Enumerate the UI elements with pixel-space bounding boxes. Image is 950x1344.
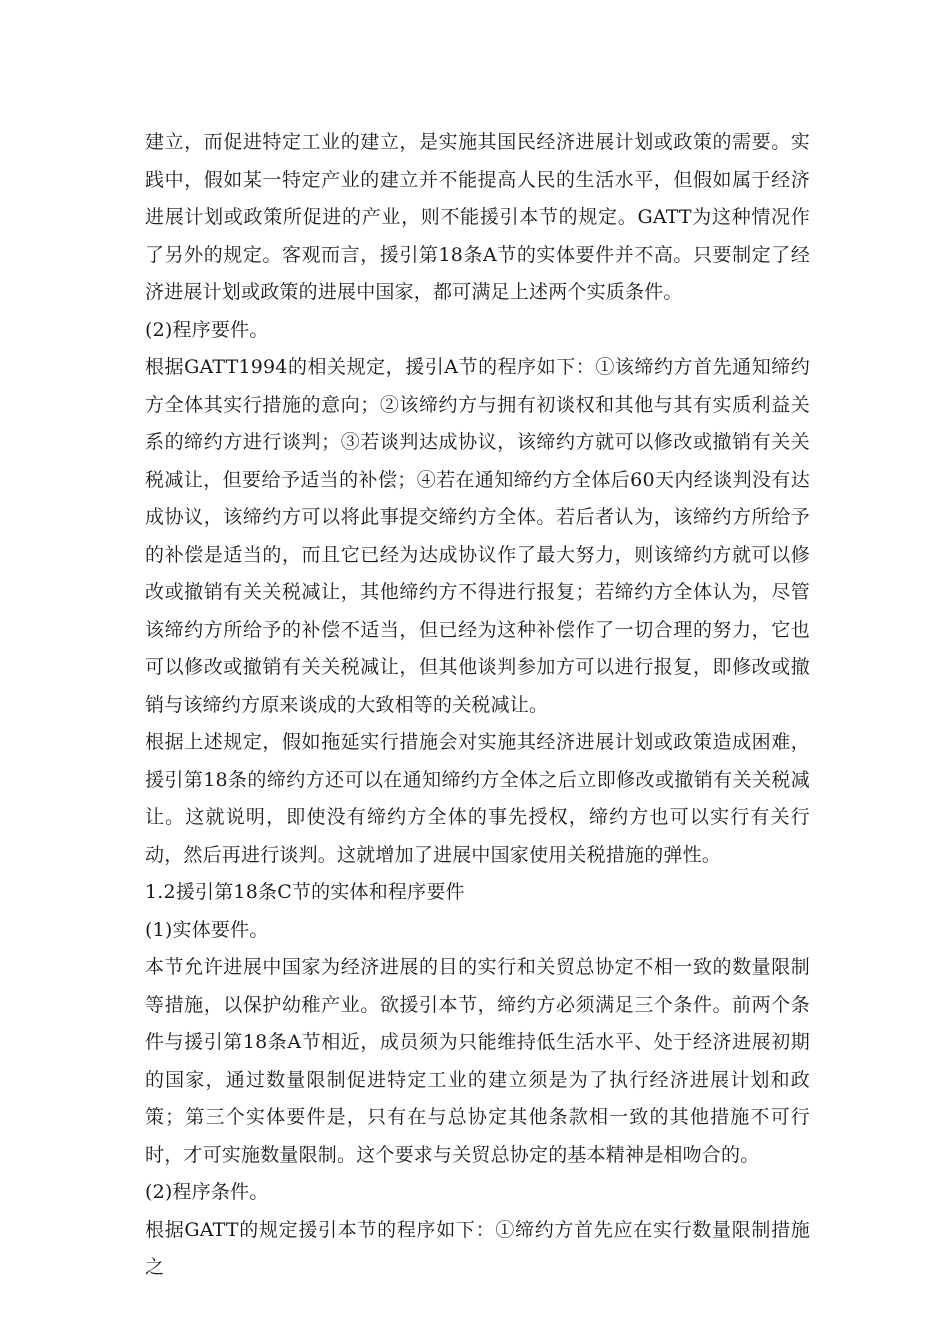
document-body — [145, 124, 810, 1287]
paragraph-4: 根据上述规定，假如拖延实行措施会对实施其经济进展计划或政策造成困难，援引第18条的缔约方还可以在通知缔约方全体之后立即修改或撤销有关关税减让。这就说明，即使没有缔约方全体的事先授权，缔约方也可以实行有关行动，然后再进行谈判。这就增加了进展中国家使用关税措施的弹性。 — [145, 731, 810, 866]
section-heading: 1.2援引第18条C节的实体和程序要件 — [145, 881, 465, 903]
paragraph-1: 建立，而促进特定工业的建立，是实施其国民经济进展计划或政策的需要。实践中，假如某一特定产业的建立并不能提高人民的生活水平，但假如属于经济进展计划或政策所促进的产业，则不能援引本节的规定。GATT为这种情况作了另外的规定。客观而言，援引第18条A节的实体要件并不高。只要制定了经济进展计划或政策的进展中国家，都可满足上述两个实质条件。 — [145, 131, 810, 303]
paragraph-8-heading: (2)程序条件。 — [145, 1181, 269, 1203]
paragraph-6-heading: (1)实体要件。 — [145, 918, 269, 941]
paragraph-2-heading: (2)程序要件。 — [145, 318, 269, 341]
paragraph-7: 本节允许进展中国家为经济进展的目的实行和关贸总协定不相一致的数量限制等措施，以保护幼稚产业。欲援引本节，缔约方必须满足三个条件。前两个条件与援引第18条A节相近，成员须为只能维持低生活水平、处于经济进展初期的国家，通过数量限制促进特定工业的建立须是为了执行经济进展计划和政策；第三个实体要件是，只有在与总协定其他条款相一致的其他措施不可行时，才可实施数量限制。这个要求与关贸总协定的基本精神是相吻合的。 — [145, 956, 810, 1166]
paragraph-9: 根据GATT的规定援引本节的程序如下：①缔约方首先应在实行数量限制措施之 — [145, 1218, 810, 1278]
paragraph-3: 根据GATT1994的相关规定，援引A节的程序如下：①该缔约方首先通知缔约方全体其实行措施的意向；②该缔约方与拥有初谈权和其他与其有实质利益关系的缔约方进行谈判；③若谈判达成协议，该缔约方就可以修改或撤销有关关税减让，但要给予适当的补偿；④若在通知缔约方全体后60天内经谈判没有达成协议，该缔约方可以将此事提交缔约方全体。若后者认为，该缔约方所给予的补偿是适当的，而且它已经为达成协议作了最大努力，则该缔约方就可以修改或撤销有关关税减让，其他缔约方不得进行报复；若缔约方全体认为，尽管该缔约方所给予的补偿不适当，但已经为这种补偿作了一切合理的努力，它也可以修改或撤销有关关税减让，但其他谈判参加方可以进行报复，即修改或撤销与该缔约方原来谈成的大致相等的关税减让。 — [145, 356, 810, 716]
